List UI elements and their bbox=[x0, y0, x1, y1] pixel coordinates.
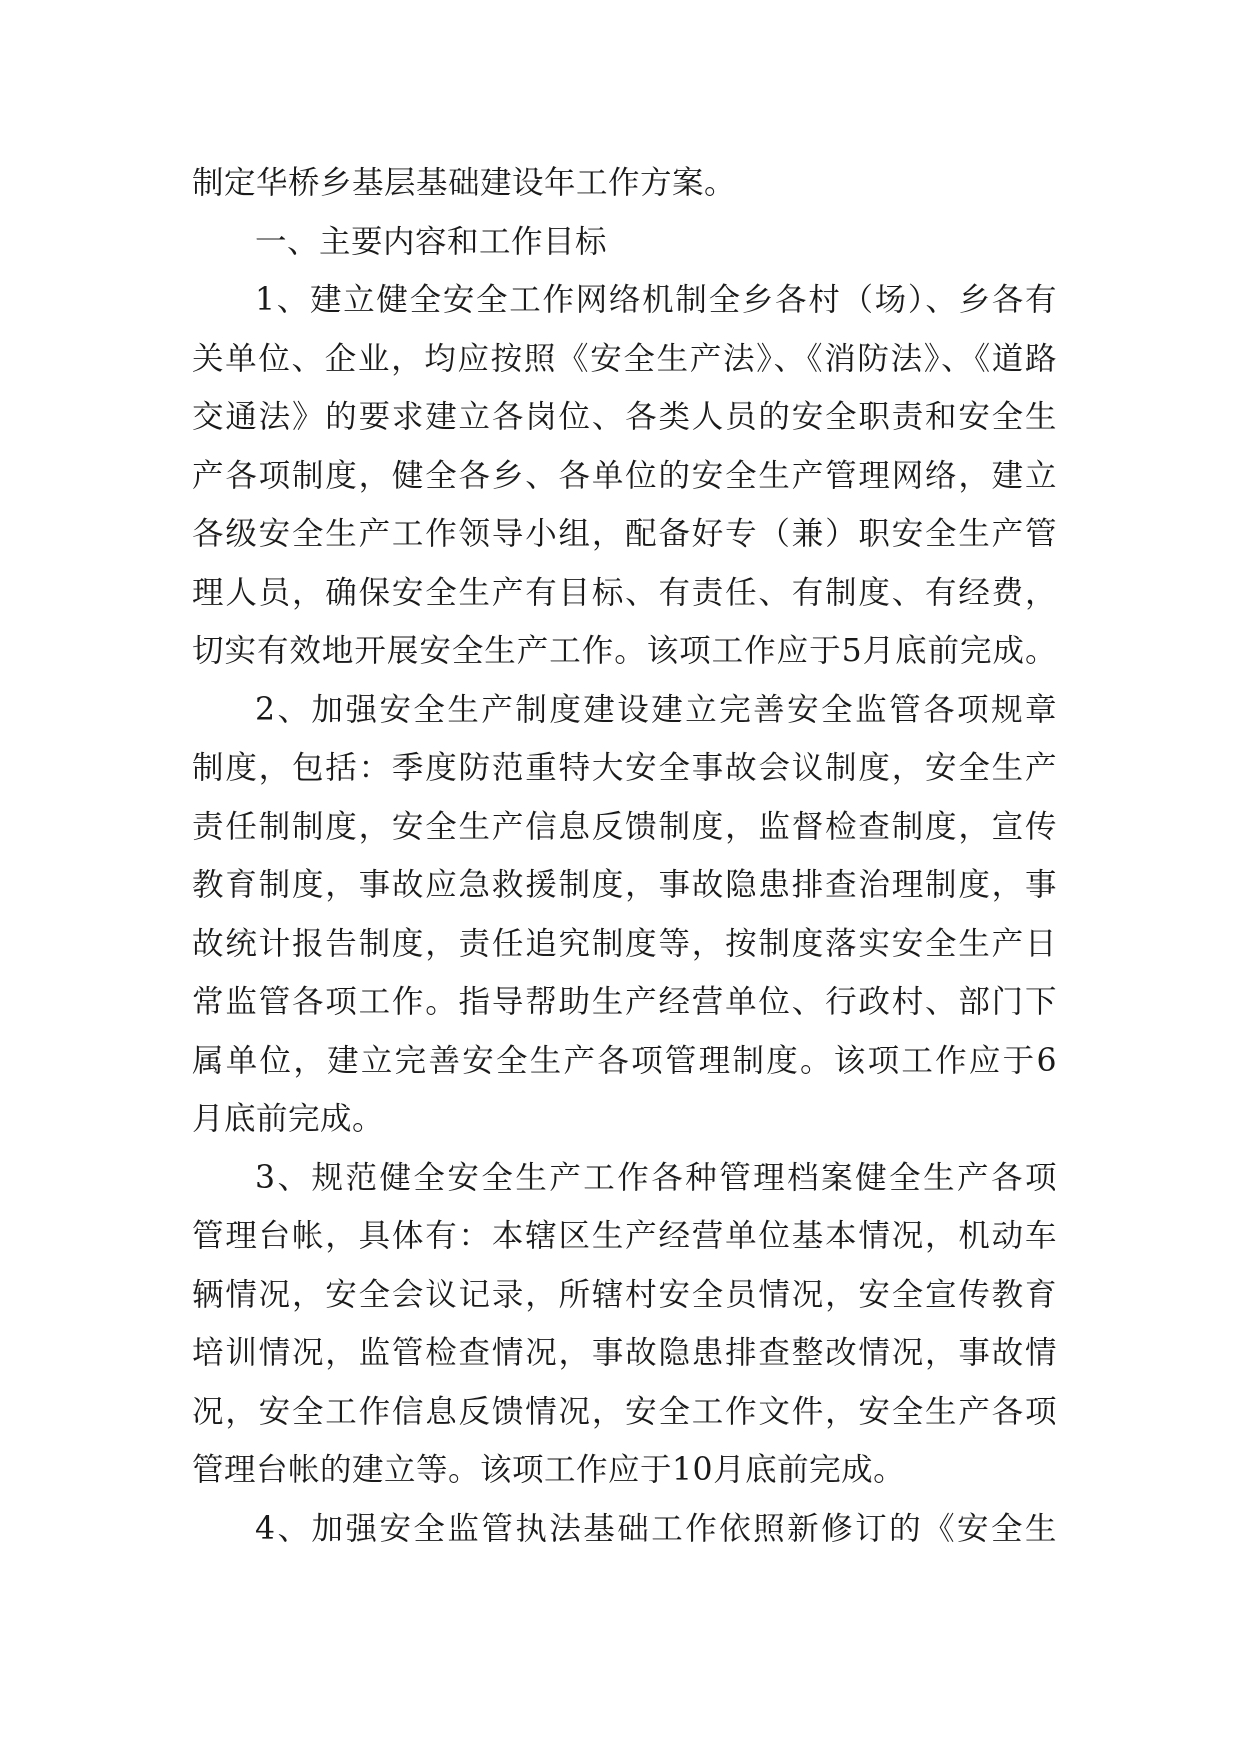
text-line: 管理台帐的建立等。该项工作应于10月底前完成。 bbox=[192, 1452, 906, 1488]
text-line: 交通法》的要求建立各岗位、各类人员的安全职责和安全生 bbox=[192, 399, 1057, 435]
text-line: 各级安全生产工作领导小组，配备好专（兼）职安全生产管 bbox=[192, 516, 1057, 552]
text-line: 故统计报告制度，责任追究制度等，按制度落实安全生产日 bbox=[192, 925, 1057, 962]
text-line: 教育制度，事故应急救援制度，事故隐患排查治理制度，事 bbox=[192, 867, 1057, 903]
text-line: 理人员，确保安全生产有目标、有责任、有制度、有经费， bbox=[192, 574, 1057, 611]
text-line: 制定华桥乡基层基础建设年工作方案。 bbox=[192, 165, 737, 201]
text-line: 4、加强安全监管执法基础工作依照新修订的《安全生 bbox=[255, 1510, 1057, 1547]
text-line: 1、建立健全安全工作网络机制全乡各村（场）、乡各有 bbox=[255, 282, 1057, 318]
text-line: 常监管各项工作。指导帮助生产经营单位、行政村、部门下 bbox=[192, 984, 1057, 1020]
text-line: 一、主要内容和工作目标 bbox=[255, 223, 608, 260]
text-line: 属单位，建立完善安全生产各项管理制度。该项工作应于6 bbox=[192, 1042, 1057, 1079]
text-line: 切实有效地开展安全生产工作。该项工作应于5月底前完成。 bbox=[192, 633, 1057, 669]
text-line: 责任制制度，安全生产信息反馈制度，监督检查制度，宣传 bbox=[192, 808, 1057, 845]
text-line: 况，安全工作信息反馈情况，安全工作文件，安全生产各项 bbox=[192, 1393, 1057, 1430]
text-line: 月底前完成。 bbox=[192, 1101, 385, 1137]
text-line: 辆情况，安全会议记录，所辖村安全员情况，安全宣传教育 bbox=[192, 1276, 1057, 1313]
text-line: 培训情况，监管检查情况，事故隐患排查整改情况，事故情 bbox=[192, 1335, 1057, 1371]
document-body bbox=[192, 154, 1057, 1558]
text-line: 关单位、企业，均应按照《安全生产法》、《消防法》、《道路 bbox=[192, 340, 1057, 377]
text-line: 2、加强安全生产制度建设建立完善安全监管各项规章 bbox=[255, 691, 1057, 728]
text-line: 管理台帐，具体有：本辖区生产经营单位基本情况，机动车 bbox=[192, 1218, 1057, 1254]
text-line: 3、规范健全安全生产工作各种管理档案健全生产各项 bbox=[255, 1159, 1057, 1196]
text-line: 产各项制度，健全各乡、各单位的安全生产管理网络，建立 bbox=[192, 457, 1057, 494]
text-line: 制度，包括：季度防范重特大安全事故会议制度，安全生产 bbox=[192, 750, 1057, 786]
